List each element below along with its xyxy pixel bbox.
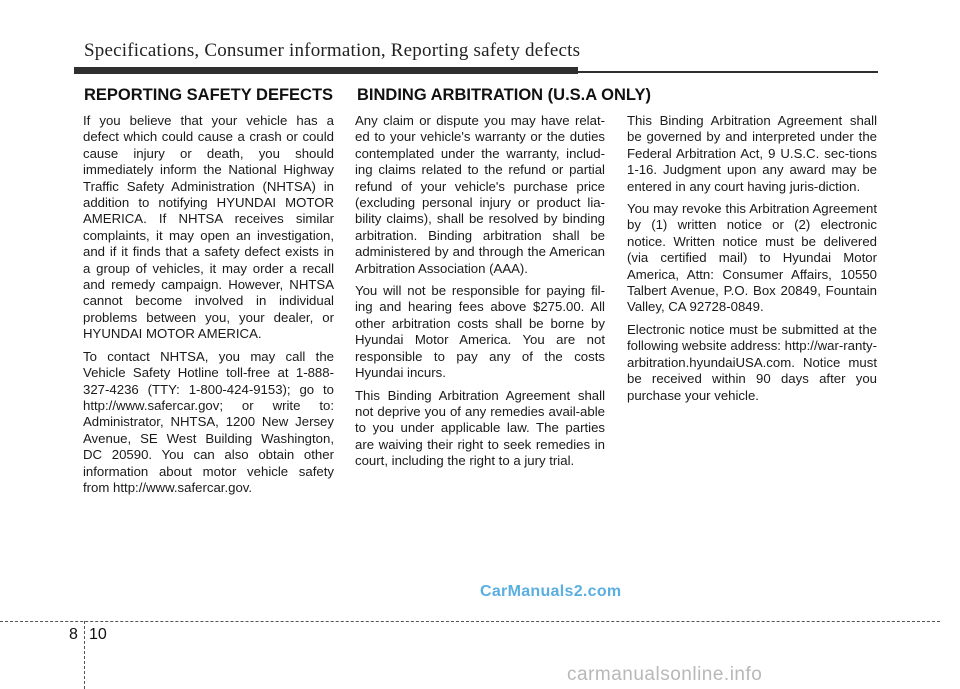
watermark-carmanuals2: CarManuals2.com	[480, 583, 622, 600]
section-title-reporting: REPORTING SAFETY DEFECTS	[84, 86, 334, 104]
text-column-3	[627, 113, 877, 410]
page-chapter-number: 8	[69, 626, 78, 643]
paragraph: You may revoke this Arbitration Agreement by (1) written notice or (2) electronic notice. Written notice must be delivered (via certified mail) to Hyundai Motor America, Attn: Consumer Affairs, 10550 Talbert Avenue, P.O. Box 20849, Fountain Valley, CA 92728-0849.	[627, 201, 877, 315]
paragraph: Any claim or dispute you may have relat-ed to your vehicle's warranty or the duties contemplated under the warranty, includ-ing claims related to the refund or partial refund of your vehicle's purchase price (excluding personal injury or product lia-bility claims), shall be resolved by binding arbitration. Binding arbitration shall be administered by and through the American Arbitration Association (AAA).	[355, 113, 605, 276]
paragraph: This Binding Arbitration Agreement shall be governed by and interpreted under the Federal Arbitration Act, 9 U.S.C. sec-tions 1-16. Judgment upon any award may be entered in any court having juris-diction.	[627, 113, 877, 194]
paragraph: You will not be responsible for paying fil-ing and hearing fees above $275.00. All other arbitration costs shall be borne by Hyundai Motor America. You are not responsible to pay any of the costs Hyundai incurs.	[355, 283, 605, 381]
text-column-1	[83, 113, 334, 502]
section-title-arbitration: BINDING ARBITRATION (U.S.A ONLY)	[357, 86, 651, 104]
paragraph: Electronic notice must be submitted at the following website address: http://war-ranty-arbitration.hyundaiUSA.com. Notice must be received within 90 days after you purchase your vehicle.	[627, 321, 877, 403]
footer-vertical-divider	[84, 621, 85, 689]
page-number: 10	[89, 626, 107, 643]
header-rule-thin	[578, 71, 878, 73]
header-title: Specifications, Consumer information, Reporting safety defects	[84, 40, 581, 61]
footer-divider	[0, 621, 940, 622]
text-column-2	[355, 113, 605, 476]
header-rule-thick	[74, 67, 578, 74]
paragraph: This Binding Arbitration Agreement shall not deprive you of any remedies avail-able to you under applicable law. The parties are waiving their right to seek remedies in court, including the right to a jury trial.	[355, 387, 605, 469]
watermark-carmanualsonline: carmanualsonline.info	[567, 664, 763, 685]
paragraph: To contact NHTSA, you may call the Vehicle Safety Hotline toll-free at 1-888-327-4236 (TTY: 1-800-424-9153); go to http://www.safercar.gov; or write to: Administrator, NHTSA, 1200 New Jersey Avenue, SE West Building Washington, DC 20590. You can also obtain other information about motor vehicle safety from http://www.safercar.gov.	[83, 348, 334, 495]
paragraph: If you believe that your vehicle has a defect which could cause a crash or could cause injury or death, you should immediately inform the National Highway Traffic Safety Administration (NHTSA) in addition to notifying HYUNDAI MOTOR AMERICA. If NHTSA receives similar complaints, it may open an investigation, and if it finds that a safety defect exists in a group of vehicles, it may order a recall and remedy campaign. However, NHTSA cannot become involved in individual problems between you, your dealer, or HYUNDAI MOTOR AMERICA.	[83, 113, 334, 342]
